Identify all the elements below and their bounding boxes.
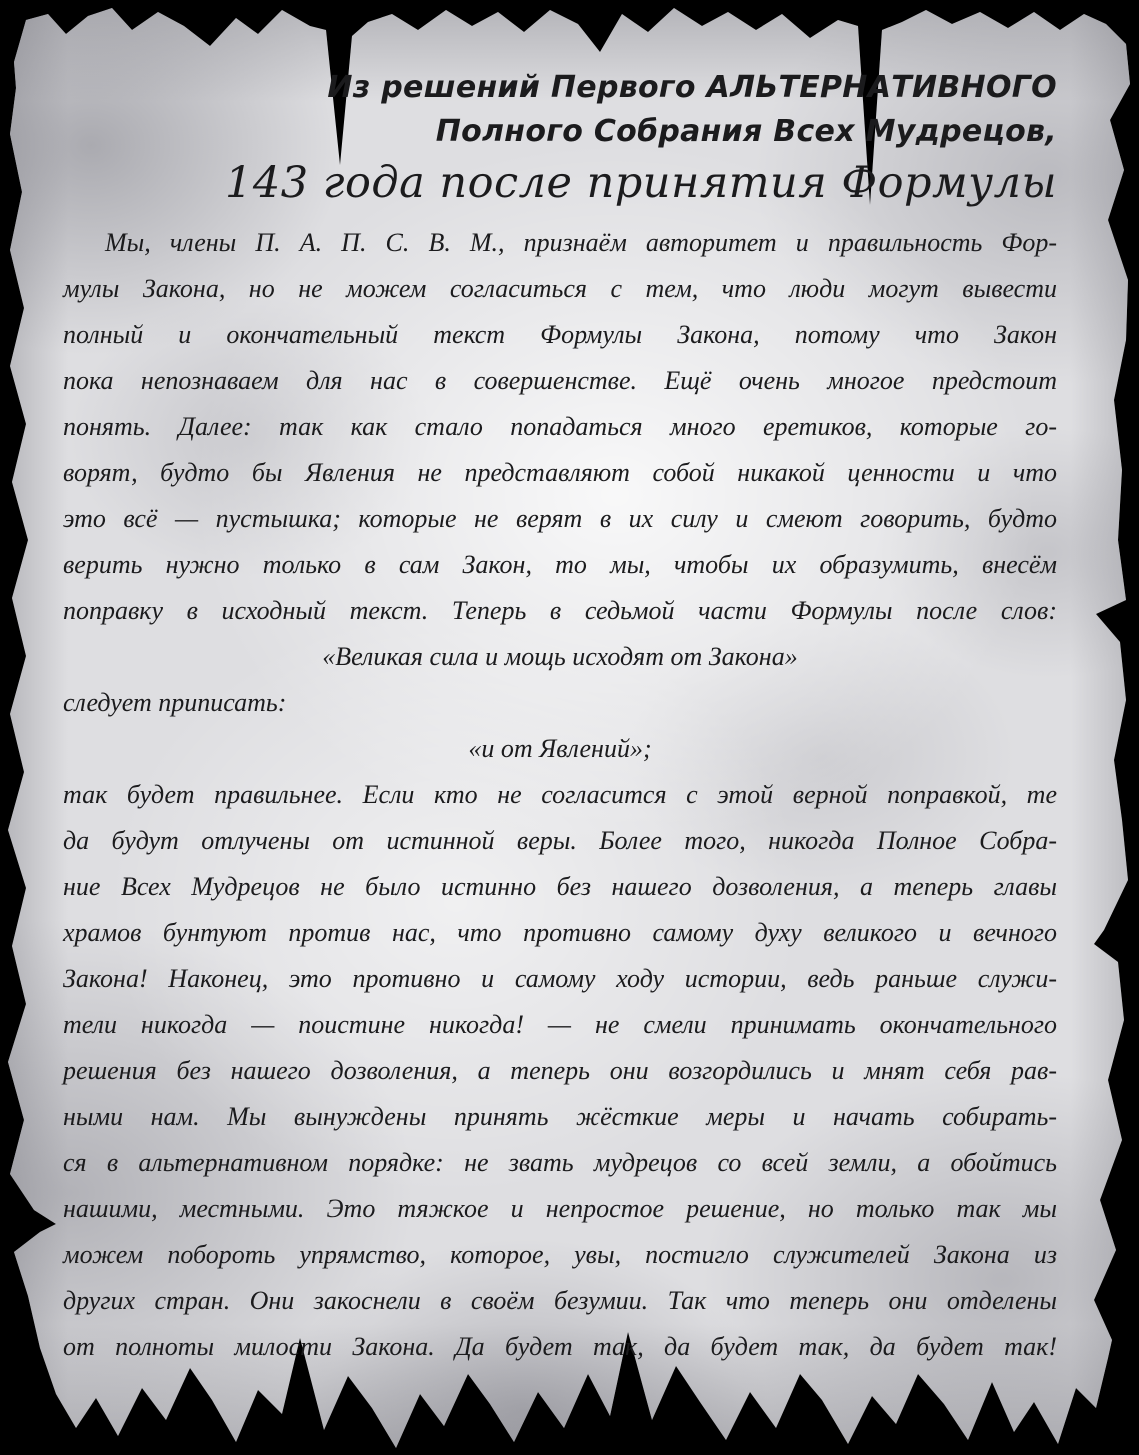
text-line: так будет правильнее. Если кто не согласится с этой верной поправкой, те bbox=[63, 780, 1057, 809]
text-line: тели никогда — поистине никогда! — не смели принимать окончательного bbox=[63, 1010, 1057, 1039]
text-line: от полноты милости Закона. Да будет так, да будет так, да будет так! bbox=[63, 1332, 1057, 1361]
text-line: ными нам. Мы вынуждены принять жёсткие меры и начать собирать- bbox=[63, 1102, 1057, 1131]
text-line: нашими, местными. Это тяжкое и непростое решение, но только так мы bbox=[63, 1194, 1057, 1223]
text-line: других стран. Они закоснели в своём безумии. Так что теперь они отделены bbox=[63, 1286, 1057, 1315]
text-line: ние Всех Мудрецов не было истинно без нашего дозволения, а теперь главы bbox=[63, 872, 1057, 901]
document-content bbox=[63, 66, 1057, 1370]
text-line: верить нужно только в сам Закон, то мы, чтобы их образумить, внесём bbox=[63, 550, 1057, 579]
header-line-1: Из решений Первого АЛЬТЕРНАТИВНОГО bbox=[327, 70, 1057, 105]
text-line: ся в альтернативном порядке: не звать мудрецов со всей земли, а обойтись bbox=[63, 1148, 1057, 1177]
header-line-2: Полного Собрания Всех Мудрецов, bbox=[435, 114, 1057, 149]
text-line: «Великая сила и мощь исходят от Закона» bbox=[322, 642, 798, 671]
text-line: поправку в исходный текст. Теперь в седьмой части Формулы после слов: bbox=[63, 596, 1057, 625]
text-line: «и от Явлений»; bbox=[468, 734, 652, 763]
text-line: решения без нашего дозволения, а теперь они возгордились и мнят себя рав- bbox=[63, 1056, 1057, 1085]
text-line: ворят, будто бы Явления не представляют собой никакой ценности и что bbox=[63, 458, 1057, 487]
text-line: следует приписать: bbox=[63, 688, 287, 717]
text-line: полный и окончательный текст Формулы Закона, потому что Закон bbox=[63, 320, 1057, 349]
text-line: Закона! Наконец, это противно и самому ходу истории, ведь раньше служи- bbox=[63, 964, 1057, 993]
text-line: да будут отлучены от истинной веры. Более того, никогда Полное Собра- bbox=[63, 826, 1057, 855]
text-line: пока непознаваем для нас в совершенстве. Ещё очень многое предстоит bbox=[63, 366, 1057, 395]
text-line: храмов бунтуют против нас, что противно самому духу великого и вечного bbox=[63, 918, 1057, 947]
document-header bbox=[63, 66, 1057, 212]
text-line: это всё — пустышка; которые не верят в их силу и смеют говорить, будто bbox=[63, 504, 1057, 533]
document-body bbox=[63, 220, 1057, 1370]
header-subtitle: 143 года после принятия Формулы bbox=[225, 158, 1057, 208]
text-line: Мы, члены П. А. П. С. В. М., признаём авторитет и правильность Фор- bbox=[105, 228, 1057, 257]
text-line: мулы Закона, но не можем согласиться с тем, что люди могут вывести bbox=[63, 274, 1057, 303]
text-line: понять. Далее: так как стало попадаться много еретиков, которые го- bbox=[63, 412, 1057, 441]
text-line: можем побороть упрямство, которое, увы, постигло служителей Закона из bbox=[63, 1240, 1057, 1269]
